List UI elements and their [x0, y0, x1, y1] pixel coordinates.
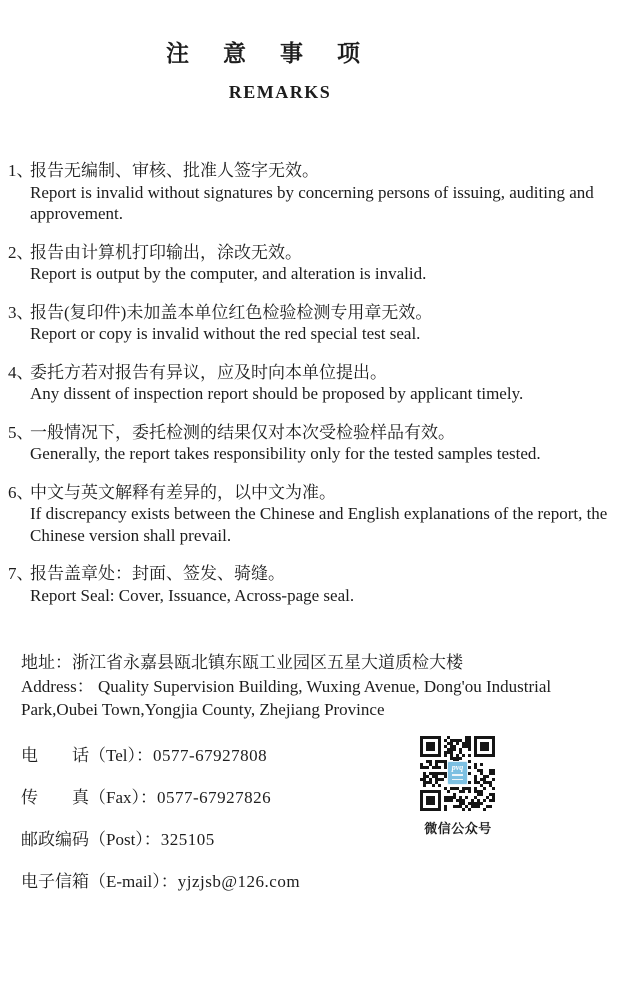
page-header — [0, 0, 560, 103]
post-value: 325105 — [160, 829, 215, 849]
tel-label: 电 话（Tel）： — [21, 745, 153, 765]
remark-item-5 — [0, 422, 623, 465]
fax-label: 传 真（Fax）： — [21, 787, 157, 807]
remark-text-zh: 报告盖章处：封面、签发、骑缝。 — [30, 564, 285, 583]
remark-item-1 — [0, 160, 623, 225]
remarks-list — [0, 160, 623, 606]
remark-number: 2、 — [8, 242, 34, 262]
remark-text-en: Report is invalid without signatures by concerning persons of issuing, auditing and approvement. — [30, 182, 594, 223]
remark-number: 6、 — [8, 482, 34, 502]
contact-row-post — [21, 829, 623, 850]
address-english: Address： Quality Supervision Building, Wuxing Avenue, Dong'ou Industrial Park,Oubei Town,Yongjia County, Zhejiang Province — [21, 676, 552, 719]
wechat-caption: 微信公众号 — [424, 821, 492, 836]
post-label: 邮政编码（Post）： — [21, 829, 161, 849]
contact-row-email — [21, 871, 623, 892]
tel-value: 0577-67927808 — [152, 745, 268, 765]
remark-text-en: If discrepancy exists between the Chinese and English explanations of the report, the Chinese version shall prevail. — [30, 504, 608, 545]
remark-text-zh: 委托方若对报告有异议，应及时向本单位提出。 — [30, 362, 387, 382]
contact-block — [21, 745, 623, 892]
remark-number: 7、 — [8, 564, 34, 583]
page-title-english: REMARKS — [228, 82, 332, 102]
fax-value: 0577-67927826 — [157, 787, 272, 807]
remark-item-2 — [0, 242, 623, 285]
qr-center-logo-icon — [447, 761, 468, 785]
wechat-qr-code — [420, 736, 495, 811]
remark-item-7 — [0, 563, 623, 606]
remark-number: 3、 — [8, 302, 34, 322]
remark-item-4 — [0, 362, 623, 405]
contact-row-tel — [21, 745, 623, 766]
page-title-chinese: 注意事项 — [166, 41, 394, 66]
wechat-qr-block — [420, 736, 496, 837]
remark-text-en: Generally, the report takes responsibility only for the tested samples tested. — [30, 444, 541, 463]
remark-text-zh: 报告(复印件)未加盖本单位红色检验检测专用章无效。 — [30, 302, 433, 322]
remark-text-en: Any dissent of inspection report should be proposed by applicant timely. — [30, 384, 524, 403]
contact-row-fax — [21, 787, 623, 808]
email-value: yjzjsb@126.com — [177, 871, 301, 891]
remark-text-zh: 报告由计算机打印输出，涂改无效。 — [30, 242, 302, 262]
remark-text-en: Report is output by the computer, and alteration is invalid. — [30, 264, 427, 283]
address-block — [21, 651, 591, 722]
address-chinese: 地址：浙江省永嘉县瓯北镇东瓯工业园区五星大道质检大楼 — [21, 653, 463, 672]
remark-number: 5、 — [8, 422, 34, 442]
remark-number: 1、 — [8, 161, 34, 180]
remark-item-3 — [0, 302, 623, 345]
remark-item-6 — [0, 482, 623, 547]
remark-text-zh: 一般情况下，委托检测的结果仅对本次受检验样品有效。 — [30, 422, 455, 442]
remark-text-zh: 报告无编制、审核、批准人签字无效。 — [30, 161, 319, 180]
qr-logo-text: pvq — [451, 763, 464, 772]
remark-text-en: Report or copy is invalid without the red special test seal. — [30, 324, 421, 343]
remark-text-en: Report Seal: Cover, Issuance, Across-page seal. — [30, 585, 355, 605]
remark-text-zh: 中文与英文解释有差异的，以中文为准。 — [30, 482, 336, 502]
qr-logo-lines — [452, 774, 463, 780]
email-label: 电子信箱（E-mail）： — [21, 871, 178, 891]
remark-number: 4、 — [8, 362, 34, 382]
